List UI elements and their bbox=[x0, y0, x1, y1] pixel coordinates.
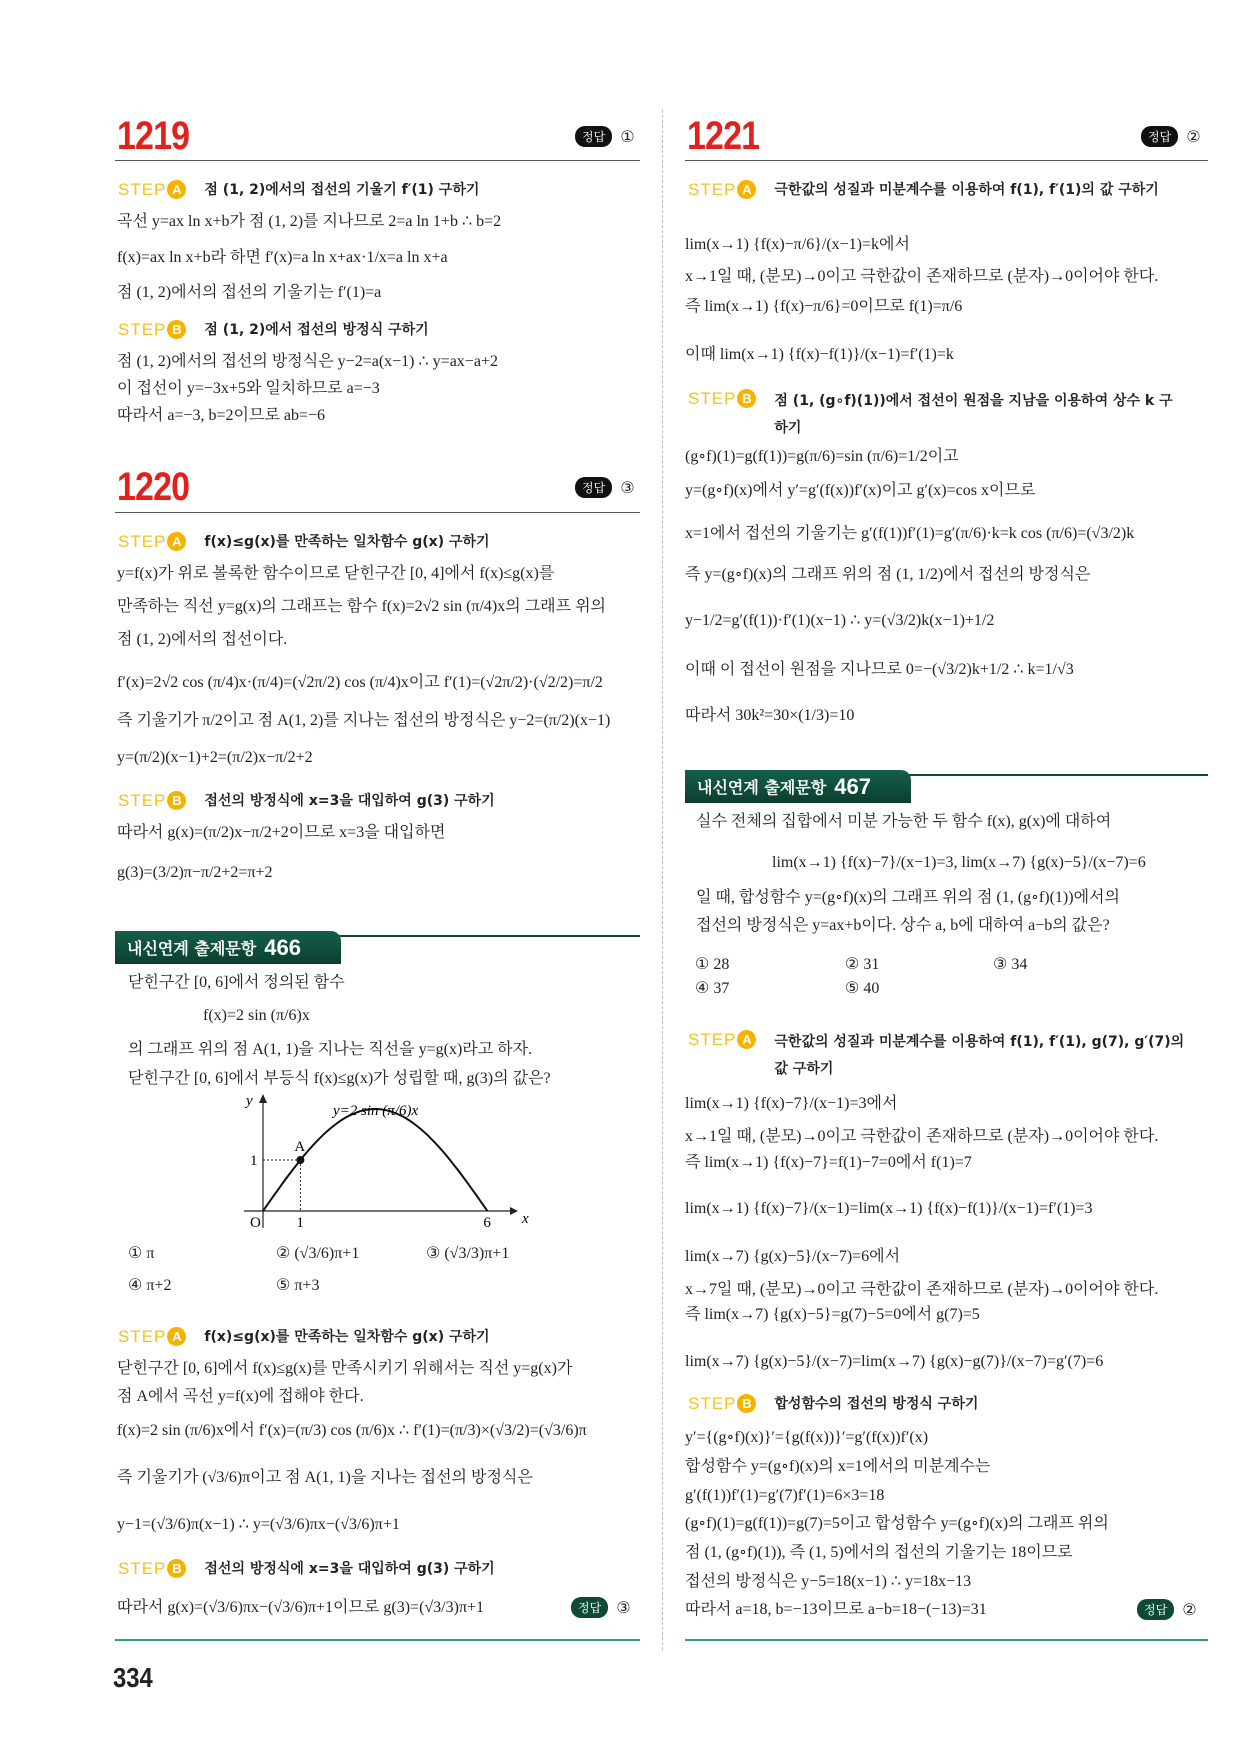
solution-line: (g∘f)(1)=g(f(1))=g(π/6)=sin (π/6)=1/2이고 bbox=[685, 448, 959, 465]
step-label: STEP bbox=[688, 1030, 737, 1049]
question-line: 접선의 방정식은 y=ax+b이다. 상수 a, b에 대하여 a−b의 값은? bbox=[696, 917, 1110, 934]
solution-line: 따라서 g(x)=(√3/6)πx−(√3/6)π+1이므로 g(3)=(√3/3)π+1 bbox=[117, 1599, 485, 1616]
step-b-heading bbox=[118, 790, 624, 812]
solution-line: x→1일 때, (분모)→0이고 극한값이 존재하므로 (분자)→0이어야 한다. bbox=[685, 1128, 1159, 1145]
solution-line: 즉 기울기가 π/2이고 점 A(1, 2)를 지나는 접선의 방정식은 y−2=(π/2)(x−1) bbox=[117, 712, 611, 729]
solution-line: 따라서 a=18, b=−13이므로 a−b=18−(−13)=31 bbox=[685, 1601, 987, 1618]
solution-line: 곡선 y=ax ln x+b가 점 (1, 2)를 지나므로 2=a ln 1+b ∴ b=2 bbox=[117, 213, 502, 230]
step-badge: A bbox=[737, 180, 756, 199]
choice-5[interactable]: ⑤ π+3 bbox=[276, 1277, 320, 1294]
step-title: 합성함수의 접선의 방정식 구하기 bbox=[774, 1396, 979, 1412]
solution-line: lim(x→7) {g(x)−5}/(x−7)=lim(x→7) {g(x)−g(7)}/(x−7)=g′(7)=6 bbox=[685, 1353, 1104, 1370]
solution-line: 즉 y=(g∘f)(x)의 그래프 위의 점 (1, 1/2)에서 접선의 방정식은 bbox=[685, 566, 1091, 583]
choice-1[interactable]: ① 28 bbox=[695, 956, 730, 973]
solution-line: 닫힌구간 [0, 6]에서 f(x)≤g(x)를 만족시키기 위해서는 직선 y=g(x)가 bbox=[117, 1360, 573, 1377]
answer-label: 정답 bbox=[1137, 1599, 1174, 1620]
step-badge: A bbox=[167, 180, 186, 199]
step-b-heading bbox=[688, 388, 1184, 442]
section-end-rule bbox=[685, 1639, 1208, 1641]
solution-line: y−1=(√3/6)π(x−1) ∴ y=(√3/6)πx−(√3/6)π+1 bbox=[117, 1516, 400, 1533]
solution-line: lim(x→7) {g(x)−5}/(x−7)=6에서 bbox=[685, 1248, 901, 1265]
solution-line: y=(g∘f)(x)에서 y′=g′(f(x))f′(x)이고 g′(x)=cos x이므로 bbox=[685, 482, 1036, 499]
point-a bbox=[296, 1156, 304, 1164]
solution-line: 즉 lim(x→1) {f(x)−7}=f(1)−7=0에서 f(1)=7 bbox=[685, 1154, 972, 1171]
solution-line: y−1/2=g′(f(1))·f′(1)(x−1) ∴ y=(√3/2)k(x−1)+1/2 bbox=[685, 612, 995, 629]
solution-line: 즉 기울기가 (√3/6)π이고 점 A(1, 1)을 지나는 접선의 방정식은 bbox=[117, 1469, 533, 1486]
point-a-label: A bbox=[294, 1139, 306, 1155]
answer-value: ② bbox=[1186, 128, 1201, 146]
y-axis-label: y bbox=[246, 1093, 253, 1109]
header-rule bbox=[115, 160, 640, 161]
answer-value: ③ bbox=[616, 1599, 631, 1617]
answer-value: ① bbox=[620, 128, 635, 146]
step-a-heading bbox=[118, 179, 624, 201]
step-badge: B bbox=[167, 1559, 186, 1578]
step-badge: B bbox=[737, 389, 756, 408]
x-axis-label: x bbox=[522, 1211, 529, 1227]
function-graph bbox=[238, 1093, 538, 1228]
solution-line: y=(π/2)(x−1)+2=(π/2)x−π/2+2 bbox=[117, 749, 313, 766]
question-formula: lim(x→1) {f(x)−7}/(x−1)=3, lim(x→7) {g(x)−5}/(x−7)=6 bbox=[772, 854, 1146, 871]
question-line: 일 때, 합성함수 y=(g∘f)(x)의 그래프 위의 점 (1, (g∘f)(1))에서의 bbox=[696, 889, 1120, 906]
solution-line: 점 (1, (g∘f)(1)), 즉 (1, 5)에서의 접선의 기울기는 18이므로 bbox=[685, 1544, 1073, 1561]
solution-line: g(3)=(3/2)π−π/2+2=π+2 bbox=[117, 864, 273, 881]
solution-line: 즉 lim(x→7) {g(x)−5}=g(7)−5=0에서 g(7)=5 bbox=[685, 1306, 980, 1323]
choice-5[interactable]: ⑤ 40 bbox=[845, 980, 880, 997]
step-title: 점 (1, 2)에서의 접선의 기울기 f′(1) 구하기 bbox=[204, 182, 480, 198]
solution-line: lim(x→1) {f(x)−π/6}/(x−1)=k에서 bbox=[685, 236, 910, 253]
step-title: 점 (1, (g∘f)(1))에서 접선이 원점을 지남을 이용하여 상수 k 구하기 bbox=[774, 393, 1173, 436]
choice-3[interactable]: ③ (√3/3)π+1 bbox=[426, 1245, 510, 1262]
choice-4[interactable]: ④ 37 bbox=[695, 980, 730, 997]
solution-line: y=f(x)가 위로 볼록한 함수이므로 닫힌구간 [0, 4]에서 f(x)≤g(x)를 bbox=[117, 565, 555, 582]
banner-title: 내신연계 출제문항 bbox=[697, 778, 827, 797]
step-label: STEP bbox=[118, 791, 167, 810]
solution-line: 즉 lim(x→1) {f(x)−π/6}=0이므로 f(1)=π/6 bbox=[685, 298, 963, 315]
choice-3[interactable]: ③ 34 bbox=[993, 956, 1028, 973]
step-title: f(x)≤g(x)를 만족하는 일차함수 g(x) 구하기 bbox=[204, 534, 490, 550]
step-title: 접선의 방정식에 x=3을 대입하여 g(3) 구하기 bbox=[204, 793, 495, 809]
answer-badge bbox=[1137, 1599, 1197, 1620]
curve-label: y=2 sin (π/6)x bbox=[333, 1103, 419, 1119]
step-badge: A bbox=[167, 532, 186, 551]
solution-line: y′={(g∘f)(x)}′={g(f(x))}′=g′(f(x))f′(x) bbox=[685, 1429, 929, 1446]
solution-line: 따라서 a=−3, b=2이므로 ab=−6 bbox=[117, 407, 326, 424]
step-label: STEP bbox=[118, 180, 167, 199]
page-number: 334 bbox=[113, 1662, 153, 1693]
header-rule bbox=[685, 160, 1208, 161]
step-badge: A bbox=[737, 1030, 756, 1049]
step-label: STEP bbox=[688, 1394, 737, 1413]
banner-number: 466 bbox=[264, 934, 301, 960]
answer-badge bbox=[575, 126, 635, 147]
solution-line: 만족하는 직선 y=g(x)의 그래프는 함수 f(x)=2√2 sin (π/4)x의 그래프 위의 bbox=[117, 598, 606, 615]
solution-line: x→1일 때, (분모)→0이고 극한값이 존재하므로 (분자)→0이어야 한다. bbox=[685, 268, 1159, 285]
step-label: STEP bbox=[688, 180, 737, 199]
answer-label: 정답 bbox=[575, 477, 612, 498]
solution-line: (g∘f)(1)=g(f(1))=g(7)=5이고 합성함수 y=(g∘f)(x)의 그래프 위의 bbox=[685, 1515, 1109, 1532]
answer-label: 정답 bbox=[1141, 126, 1178, 147]
answer-badge bbox=[1141, 126, 1201, 147]
y-tick-1: 1 bbox=[250, 1153, 258, 1169]
step-title: 접선의 방정식에 x=3을 대입하여 g(3) 구하기 bbox=[204, 1561, 495, 1577]
solution-line: g′(f(1))f′(1)=g′(7)f′(1)=6×3=18 bbox=[685, 1487, 885, 1504]
answer-badge bbox=[575, 477, 635, 498]
step-label: STEP bbox=[118, 320, 167, 339]
step-badge: A bbox=[167, 1327, 186, 1346]
x-tick-1: 1 bbox=[296, 1215, 304, 1228]
question-line: 실수 전체의 집합에서 미분 가능한 두 함수 f(x), g(x)에 대하여 bbox=[696, 813, 1112, 830]
step-label: STEP bbox=[688, 389, 737, 408]
solution-line: 이 접선이 y=−3x+5와 일치하므로 a=−3 bbox=[117, 380, 380, 397]
solution-line: 따라서 30k²=30×(1/3)=10 bbox=[685, 707, 855, 724]
linked-problem-banner bbox=[115, 931, 341, 964]
solution-line: lim(x→1) {f(x)−7}/(x−1)=lim(x→1) {f(x)−f(1)}/(x−1)=f′(1)=3 bbox=[685, 1200, 1093, 1217]
question-line: 닫힌구간 [0, 6]에서 정의된 함수 bbox=[128, 974, 345, 991]
origin-label: O bbox=[250, 1215, 261, 1228]
solution-line: 점 (1, 2)에서의 접선의 방정식은 y−2=a(x−1) ∴ y=ax−a+2 bbox=[117, 353, 498, 370]
solution-line: 이때 이 접선이 원점을 지나므로 0=−(√3/2)k+1/2 ∴ k=1/√3 bbox=[685, 661, 1074, 678]
step-title: 극한값의 성질과 미분계수를 이용하여 f(1), f′(1)의 값 구하기 bbox=[774, 182, 1159, 198]
step-title: 극한값의 성질과 미분계수를 이용하여 f(1), f′(1), g(7), g′(7)의 값 구하기 bbox=[774, 1034, 1185, 1077]
problem-number: 1220 bbox=[117, 465, 190, 509]
solution-line: 점 (1, 2)에서의 접선의 기울기는 f′(1)=a bbox=[117, 284, 382, 301]
x-axis-arrow bbox=[510, 1207, 518, 1215]
solution-line: 접선의 방정식은 y−5=18(x−1) ∴ y=18x−13 bbox=[685, 1573, 972, 1590]
solution-line: f(x)=2 sin (π/6)x에서 f′(x)=(π/3) cos (π/6)x ∴ f′(1)=(π/3)×(√3/2)=(√3/6)π bbox=[117, 1422, 587, 1439]
y-axis-arrow bbox=[259, 1094, 267, 1103]
step-label: STEP bbox=[118, 532, 167, 551]
section-end-rule bbox=[115, 1639, 640, 1641]
problem-number: 1219 bbox=[117, 114, 190, 158]
answer-value: ② bbox=[1182, 1601, 1197, 1619]
x-tick-6: 6 bbox=[483, 1215, 491, 1228]
step-a-heading bbox=[688, 179, 1214, 201]
answer-badge bbox=[571, 1597, 631, 1618]
step-badge: B bbox=[167, 791, 186, 810]
step-title: 점 (1, 2)에서 접선의 방정식 구하기 bbox=[204, 322, 429, 338]
choice-2[interactable]: ② 31 bbox=[845, 956, 880, 973]
answer-label: 정답 bbox=[571, 1597, 608, 1618]
solution-line: 따라서 g(x)=(π/2)x−π/2+2이므로 x=3을 대입하면 bbox=[117, 824, 446, 841]
solution-line: f′(x)=2√2 cos (π/4)x·(π/4)=(√2π/2) cos (π/4)x이고 f′(1)=(√2π/2)·(√2/2)=π/2 bbox=[117, 674, 603, 691]
solution-line: 점 A에서 곡선 y=f(x)에 접해야 한다. bbox=[117, 1388, 364, 1405]
step-badge: B bbox=[737, 1394, 756, 1413]
solution-line: x→7일 때, (분모)→0이고 극한값이 존재하므로 (분자)→0이어야 한다. bbox=[685, 1281, 1159, 1298]
solution-line: x=1에서 접선의 기울기는 g′(f(1))f′(1)=g′(π/6)·k=k cos (π/6)=(√3/2)k bbox=[685, 525, 1135, 542]
step-a-heading bbox=[118, 531, 624, 553]
column-divider bbox=[662, 110, 663, 1650]
solution-line: lim(x→1) {f(x)−7}/(x−1)=3에서 bbox=[685, 1095, 898, 1112]
step-title: f(x)≤g(x)를 만족하는 일차함수 g(x) 구하기 bbox=[204, 1329, 490, 1345]
choice-1[interactable]: ① π bbox=[128, 1245, 155, 1262]
solution-line: f(x)=ax ln x+b라 하면 f′(x)=a ln x+ax·1/x=a ln x+a bbox=[117, 249, 448, 266]
step-label: STEP bbox=[118, 1559, 167, 1578]
solution-line: 합성함수 y=(g∘f)(x)의 x=1에서의 미분계수는 bbox=[685, 1458, 991, 1475]
solution-line: 점 (1, 2)에서의 접선이다. bbox=[117, 631, 288, 648]
answer-label: 정답 bbox=[575, 126, 612, 147]
question-line: 의 그래프 위의 점 A(1, 1)을 지나는 직선을 y=g(x)라고 하자. bbox=[128, 1041, 533, 1058]
step-b-heading bbox=[118, 319, 624, 341]
question-line: 닫힌구간 [0, 6]에서 부등식 f(x)≤g(x)가 성립할 때, g(3)의 값은? bbox=[128, 1070, 551, 1087]
header-rule bbox=[115, 512, 640, 513]
banner-title: 내신연계 출제문항 bbox=[127, 939, 257, 958]
problem-number: 1221 bbox=[687, 114, 760, 158]
banner-number: 467 bbox=[834, 773, 871, 799]
step-badge: B bbox=[167, 320, 186, 339]
answer-value: ③ bbox=[620, 479, 635, 497]
choice-4[interactable]: ④ π+2 bbox=[128, 1277, 172, 1294]
step-a-heading bbox=[688, 1029, 1194, 1083]
linked-problem-banner bbox=[685, 770, 911, 803]
step-b-heading bbox=[118, 1558, 624, 1580]
step-b-heading bbox=[688, 1393, 1194, 1415]
choice-2[interactable]: ② (√3/6)π+1 bbox=[276, 1245, 360, 1262]
question-formula: f(x)=2 sin (π/6)x bbox=[203, 1007, 310, 1024]
step-a-heading bbox=[118, 1326, 624, 1348]
step-label: STEP bbox=[118, 1327, 167, 1346]
solution-line: 이때 lim(x→1) {f(x)−f(1)}/(x−1)=f′(1)=k bbox=[685, 346, 954, 363]
